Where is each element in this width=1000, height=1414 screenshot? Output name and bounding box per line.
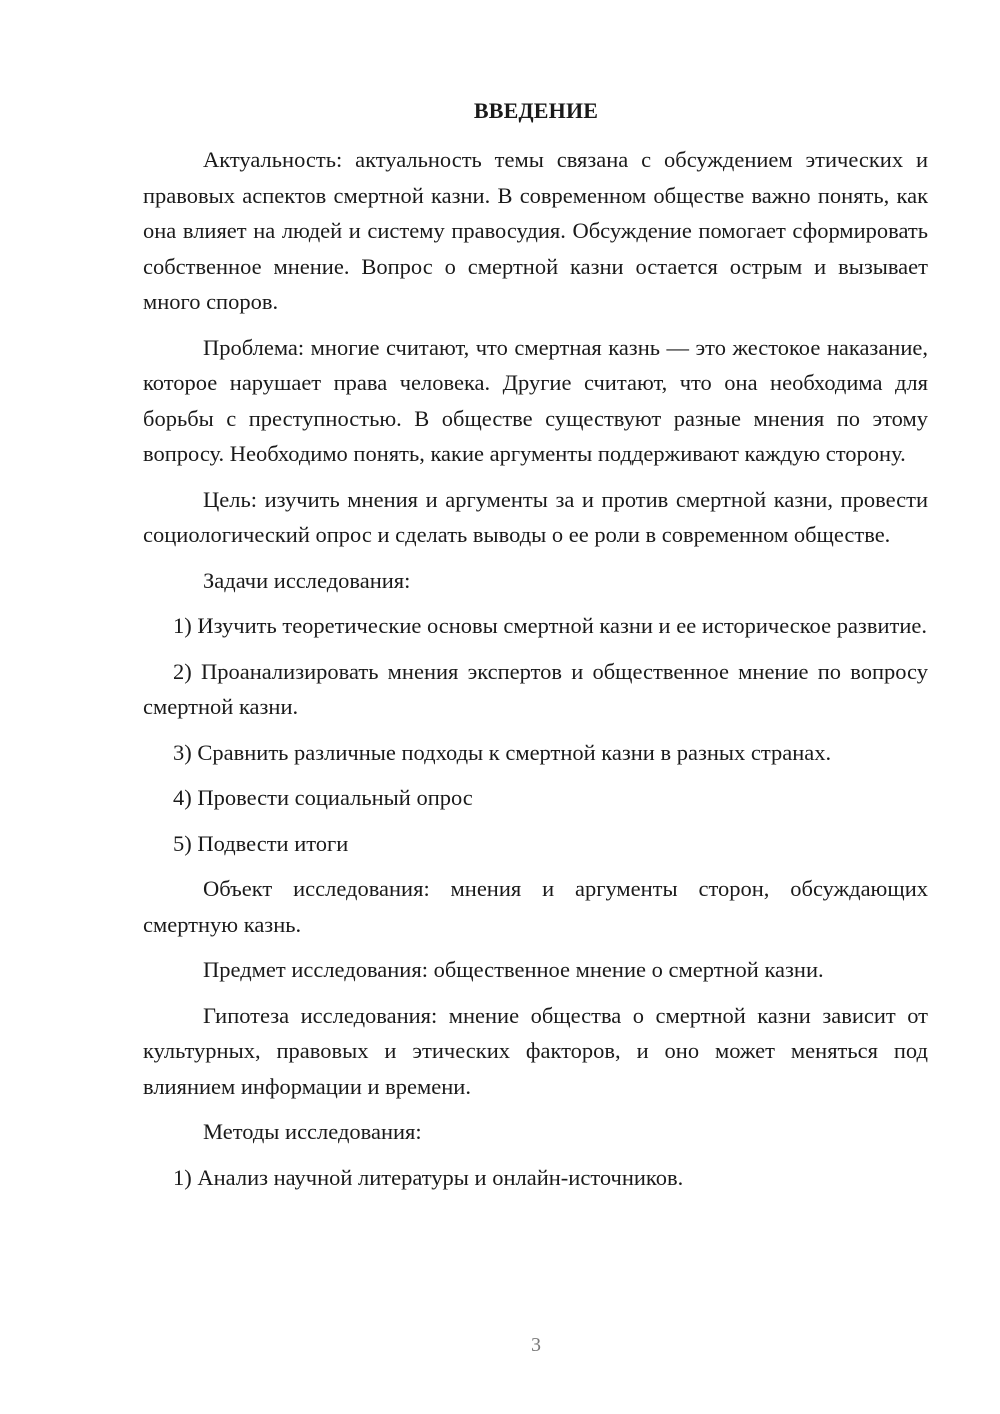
relevance-paragraph: Актуальность: актуальность темы связана с обсуждением этических и правовых аспектов смертной казни. В современном обществе важно понять, как она влияет на людей и систему правосудия. Обсуждение помогает сформировать собственное мнение. Вопрос о смертной казни остается острым и вызывает много споров. [143,147,928,314]
document-body [143,142,928,1205]
goal-paragraph: Цель: изучить мнения и аргументы за и против смертной казни, провести социологический опрос и сделать выводы о ее роли в современном обществе. [143,486,928,547]
task-item: 3) Сравнить различные подходы к смертной казни в разных странах. [173,739,832,765]
page-title: ВВЕДЕНИЕ [473,98,599,123]
tasks-label: Задачи исследования: [203,567,411,593]
problem-paragraph: Проблема: многие считают, что смертная казнь — это жестокое наказание, которое нарушает права человека. Другие считают, что она необходима для борьбы с преступностью. В обществе существуют разные мнения по этому вопросу. Необходимо понять, какие аргументы поддерживают каждую сторону. [143,334,928,466]
hypothesis-paragraph: Гипотеза исследования: мнение общества о смертной казни зависит от культурных, правовых и этических факторов, и оно может меняться под влиянием информации и времени. [143,1002,928,1099]
task-item: 5) Подвести итоги [173,830,349,856]
task-item: 1) Изучить теоретические основы смертной казни и ее историческое развитие. [173,613,927,638]
page-number: 3 [531,1334,541,1356]
object-paragraph: Объект исследования: мнения и аргументы сторон, обсуждающих смертную казнь. [143,876,928,937]
subject-paragraph: Предмет исследования: общественное мнение о смертной казни. [203,957,824,982]
method-item: 1) Анализ научной литературы и онлайн-источников. [173,1164,684,1190]
task-item: 2) Проанализировать мнения экспертов и общественное мнение по вопросу смертной казни. [143,658,928,719]
task-item: 4) Провести социальный опрос [173,785,473,810]
methods-label: Методы исследования: [203,1119,422,1144]
